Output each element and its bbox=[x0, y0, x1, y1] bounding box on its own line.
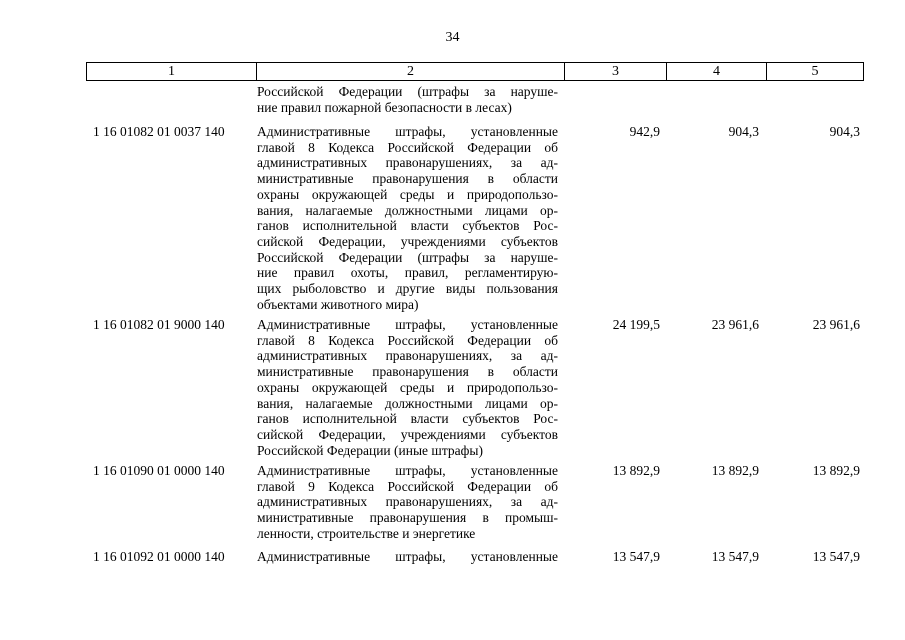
description-line: объектами животного мира) bbox=[257, 296, 419, 312]
row-value-col4: 13 892,9 bbox=[711, 463, 759, 478]
row-value-col3: 13 547,9 bbox=[612, 549, 660, 564]
description-line: охраны окружающей среды и природопользо- bbox=[257, 186, 558, 202]
description-line: ние правил пожарной безопасности в лесах) bbox=[257, 99, 512, 115]
description-line: Административные штрафы, установленные bbox=[257, 549, 558, 564]
description-line: ние правил охоты, правил, регламентирую- bbox=[257, 265, 558, 281]
description-line: министративные правонарушения в промыш- bbox=[257, 510, 558, 526]
description-line: министративные правонарушения в области bbox=[257, 364, 558, 380]
row-code: 1 16 01082 01 0037 140 bbox=[93, 124, 225, 139]
description-line: главой 9 Кодекса Российской Федерации об bbox=[257, 478, 558, 494]
description-line: главой 8 Кодекса Российской Федерации об bbox=[257, 139, 558, 155]
description-line: Административные штрафы, установленные bbox=[257, 317, 558, 332]
description-line: ганов исполнительной власти субъектов Рос- bbox=[257, 218, 558, 234]
description-line: министративные правонарушения в области bbox=[257, 171, 558, 187]
row-value-col3: 13 892,9 bbox=[612, 463, 660, 478]
row-value-col3: 24 199,5 bbox=[612, 317, 660, 332]
description-line: сийской Федерации, учреждениями субъектов bbox=[257, 426, 558, 442]
row-code: 1 16 01092 01 0000 140 bbox=[93, 549, 225, 564]
description-line: ленности, строительстве и энергетике bbox=[257, 525, 476, 541]
description-line: административных правонарушениях, за ад- bbox=[257, 348, 558, 364]
page-number: 34 bbox=[445, 30, 460, 45]
row-value-col3: 942,9 bbox=[629, 124, 660, 139]
header-col-4: 4 bbox=[713, 64, 720, 79]
description-line: Российской Федерации (штрафы за наруше- bbox=[257, 84, 558, 99]
description-line: административных правонарушениях, за ад- bbox=[257, 155, 558, 171]
row-value-col4: 904,3 bbox=[728, 124, 759, 139]
header-col-3: 3 bbox=[612, 64, 619, 79]
description-line: щих рыболовство и другие виды пользования bbox=[257, 281, 558, 297]
description-line: вания, налагаемые должностными лицами ор- bbox=[257, 395, 558, 411]
continuation-description bbox=[257, 84, 558, 115]
row-description bbox=[257, 549, 558, 565]
row-value-col4: 13 547,9 bbox=[711, 549, 759, 564]
description-line: охраны окружающей среды и природопользо- bbox=[257, 379, 558, 395]
description-line: сийской Федерации, учреждениями субъектов bbox=[257, 233, 558, 249]
table-header bbox=[86, 62, 864, 81]
row-code: 1 16 01090 01 0000 140 bbox=[93, 463, 225, 478]
description-line: вания, налагаемые должностными лицами ор- bbox=[257, 202, 558, 218]
row-description bbox=[257, 463, 558, 542]
description-line: Административные штрафы, установленные bbox=[257, 463, 558, 478]
description-line: ганов исполнительной власти субъектов Рос- bbox=[257, 411, 558, 427]
description-line: административных правонарушениях, за ад- bbox=[257, 494, 558, 510]
row-code: 1 16 01082 01 9000 140 bbox=[93, 317, 225, 332]
row-value-col5: 904,3 bbox=[829, 124, 860, 139]
row-description bbox=[257, 317, 558, 458]
row-description bbox=[257, 124, 558, 312]
description-line: Административные штрафы, установленные bbox=[257, 124, 558, 139]
row-value-col5: 23 961,6 bbox=[812, 317, 860, 332]
header-col-1: 1 bbox=[168, 64, 175, 79]
row-value-col4: 23 961,6 bbox=[711, 317, 759, 332]
header-col-2: 2 bbox=[407, 64, 414, 79]
row-value-col5: 13 892,9 bbox=[812, 463, 860, 478]
header-col-5: 5 bbox=[811, 64, 819, 79]
description-line: Российской Федерации (штрафы за наруше- bbox=[257, 249, 558, 265]
description-line: Российской Федерации (иные штрафы) bbox=[257, 442, 483, 458]
description-line: главой 8 Кодекса Российской Федерации об bbox=[257, 332, 558, 348]
row-value-col5: 13 547,9 bbox=[812, 549, 860, 564]
